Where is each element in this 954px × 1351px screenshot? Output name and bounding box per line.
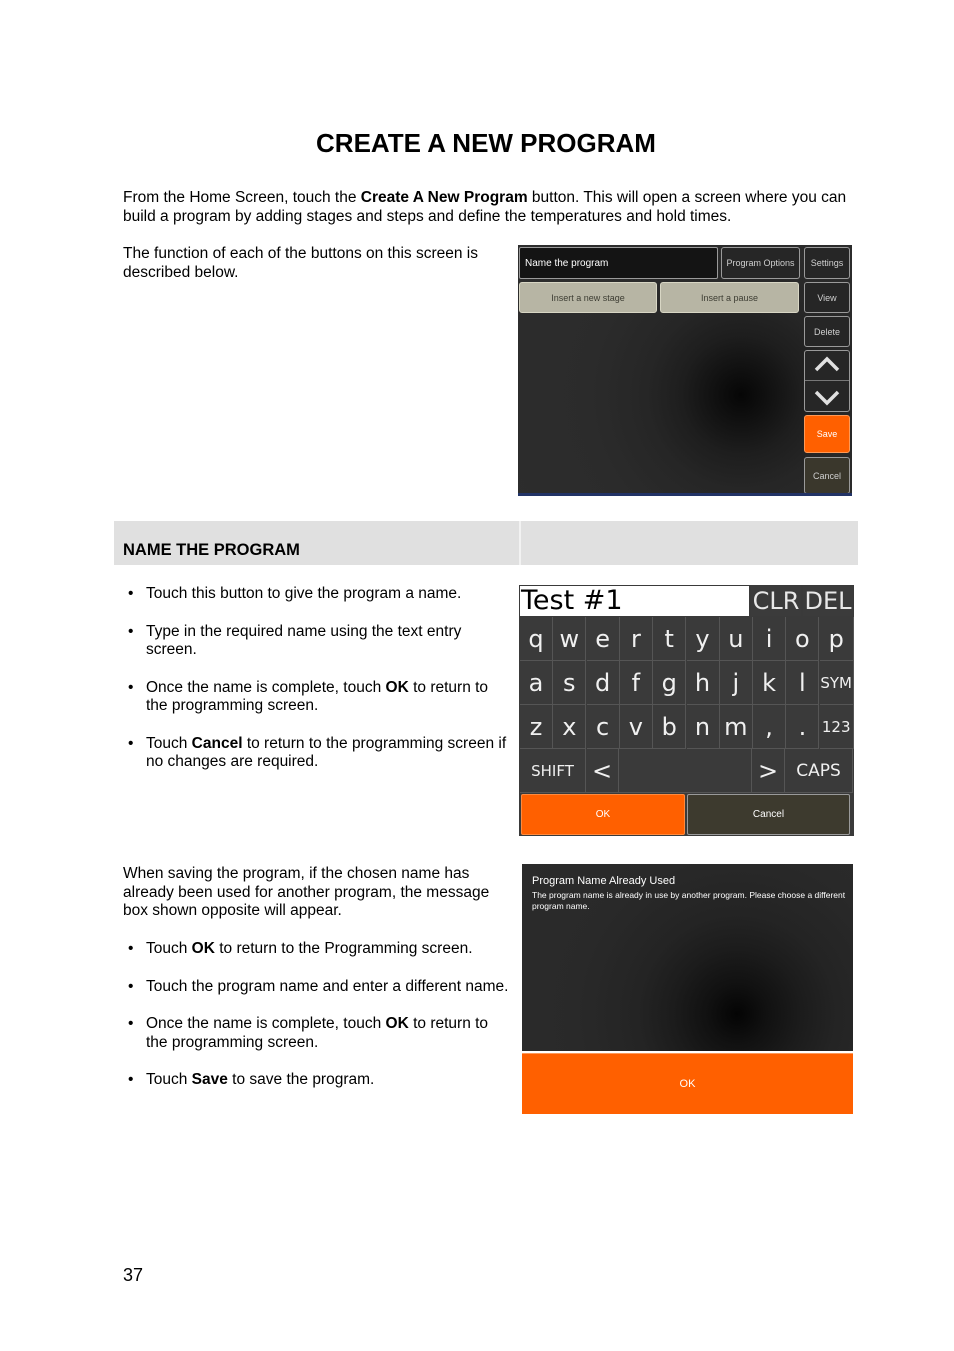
list-item: [123, 978, 513, 997]
scroll-arrows[interactable]: [804, 350, 850, 412]
list-item: [123, 940, 513, 959]
intro-text-b: button. This will open a screen where you can build a program by adding stages and steps and define the temperatures and hold times.: [123, 189, 847, 225]
key-n[interactable]: n: [687, 705, 720, 749]
save-button[interactable]: Save: [804, 415, 850, 453]
key-g[interactable]: g: [653, 661, 686, 705]
key-z[interactable]: z: [520, 705, 553, 749]
key-p[interactable]: p: [820, 617, 854, 661]
bullet-bold: OK: [385, 1015, 409, 1032]
bullet-text: to return to the Programming screen.: [214, 940, 473, 957]
space-key[interactable]: [619, 749, 752, 793]
key-v[interactable]: v: [620, 705, 653, 749]
section-heading: NAME THE PROGRAM: [123, 541, 300, 559]
page-title: CREATE A NEW PROGRAM: [316, 128, 656, 158]
cancel-button[interactable]: Cancel: [804, 457, 850, 494]
key-l[interactable]: l: [786, 661, 819, 705]
bullet-text: Touch the program name and enter a different name.: [146, 977, 509, 995]
list-item: [123, 623, 513, 660]
list-item: [123, 1015, 513, 1052]
settings-button[interactable]: Settings: [804, 247, 850, 279]
bullet-text: Touch: [146, 1071, 192, 1088]
key-s[interactable]: s: [553, 661, 586, 705]
key-m[interactable]: m: [720, 705, 753, 749]
bullet-bold: Save: [191, 1071, 228, 1088]
list-item: [123, 679, 513, 716]
program-options-button[interactable]: Program Options: [721, 247, 800, 279]
message-box: [522, 864, 853, 1051]
message-ok-button[interactable]: OK: [522, 1053, 853, 1114]
key-y[interactable]: y: [687, 617, 720, 661]
key-x[interactable]: x: [553, 705, 586, 749]
bullet-bold: OK: [385, 678, 409, 696]
key-i[interactable]: i: [753, 617, 786, 661]
delete-button[interactable]: Delete: [804, 316, 850, 347]
bullet-bold: Cancel: [191, 734, 243, 752]
key-h[interactable]: h: [687, 661, 720, 705]
program-name-input[interactable]: Test #1: [520, 586, 749, 616]
bullet-text: to return to the programming screen.: [146, 678, 489, 714]
key-u[interactable]: u: [720, 617, 753, 661]
bullet-text: Touch: [146, 734, 192, 752]
insert-new-stage-button[interactable]: Insert a new stage: [519, 282, 657, 313]
key-e[interactable]: e: [587, 617, 620, 661]
message-body: The program name is already in use by another program. Please choose a different program name.: [532, 890, 846, 911]
key-b[interactable]: b: [653, 705, 686, 749]
key-f[interactable]: f: [620, 661, 653, 705]
chevron-down-icon[interactable]: [814, 389, 840, 407]
name-program-bullets: [123, 585, 513, 772]
bullet-text: to save the program.: [227, 1071, 375, 1088]
del-key[interactable]: DEL: [804, 587, 852, 615]
page-number: 37: [123, 1265, 144, 1285]
section-header: [114, 521, 858, 565]
shift-key[interactable]: SHIFT: [520, 749, 586, 793]
caps-key[interactable]: CAPS: [785, 749, 853, 793]
key-123[interactable]: 123: [820, 705, 854, 749]
key-c[interactable]: c: [587, 705, 620, 749]
view-button[interactable]: View: [804, 282, 850, 313]
intro-text-bold: Create A New Program: [360, 189, 528, 206]
key-comma[interactable]: ,: [753, 705, 786, 749]
clr-key[interactable]: CLR: [752, 587, 800, 615]
bullet-text: Touch this button to give the program a name.: [146, 585, 462, 602]
insert-pause-button[interactable]: Insert a pause: [660, 282, 799, 313]
list-item: [123, 585, 513, 604]
left-arrow-key[interactable]: <: [586, 749, 619, 793]
bullet-bold: OK: [191, 940, 215, 957]
key-q[interactable]: q: [520, 617, 553, 661]
bullet-text: Type in the required name using the text entry screen.: [146, 622, 462, 658]
bullet-text: to return to the programming screen if no changes are required.: [146, 734, 507, 770]
message-title: Program Name Already Used: [532, 875, 676, 887]
right-arrow-key[interactable]: >: [752, 749, 785, 793]
key-sym[interactable]: SYM: [820, 661, 854, 705]
arrow-divider: [805, 380, 849, 381]
name-used-dialog-screenshot: [520, 862, 855, 1114]
list-item: [123, 1071, 513, 1090]
bullet-text: Once the name is complete, touch: [146, 1015, 386, 1032]
key-w[interactable]: w: [553, 617, 586, 661]
program-editor-screenshot: [518, 245, 852, 496]
keyboard-screenshot: [519, 585, 854, 836]
intro-paragraph-2: The function of each of the buttons on this screen is described below.: [123, 245, 478, 281]
bullet-text: Once the name is complete, touch: [146, 678, 386, 696]
key-t[interactable]: t: [653, 617, 686, 661]
key-a[interactable]: a: [520, 661, 553, 705]
saving-bullets: [123, 940, 513, 1090]
keyboard-ok-button[interactable]: OK: [521, 794, 685, 835]
keyboard-cancel-button[interactable]: Cancel: [687, 794, 850, 835]
list-item: [123, 735, 513, 772]
bullet-text: Touch: [146, 940, 192, 957]
key-o[interactable]: o: [786, 617, 819, 661]
section-divider: [519, 521, 521, 565]
name-the-program-button[interactable]: Name the program: [519, 247, 718, 279]
intro-paragraph: [123, 189, 858, 226]
chevron-up-icon[interactable]: [814, 355, 840, 373]
key-d[interactable]: d: [587, 661, 620, 705]
intro-text-a: From the Home Screen, touch the: [123, 189, 361, 206]
key-r[interactable]: r: [620, 617, 653, 661]
key-j[interactable]: j: [720, 661, 753, 705]
saving-paragraph: When saving the program, if the chosen name has already been used for another program, the message box shown opposite will appear.: [123, 865, 490, 919]
bullet-text: to return to the programming screen.: [146, 1015, 489, 1051]
key-k[interactable]: k: [753, 661, 786, 705]
key-period[interactable]: .: [786, 705, 819, 749]
